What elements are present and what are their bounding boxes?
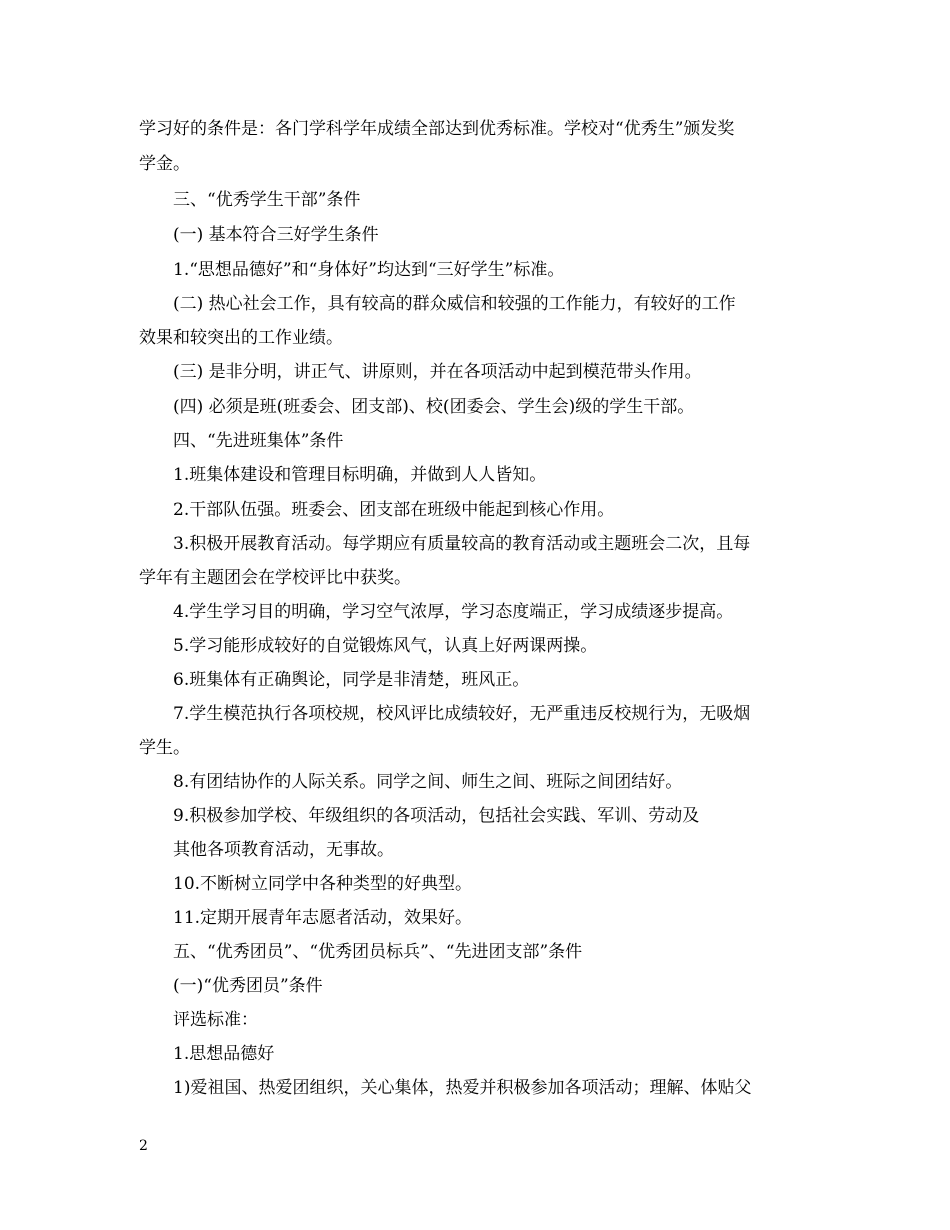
text-line: 10.不断树立同学中各种类型的好典型。: [173, 874, 473, 894]
section-heading: 四、“先进班集体”条件: [173, 431, 344, 451]
page-number: 2: [139, 1138, 148, 1154]
text-line: 1.“思想品德好”和“身体好”均达到“三好学生”标准。: [173, 260, 565, 280]
text-line: 学金。: [139, 154, 190, 174]
text-line: 评选标准：: [173, 1010, 258, 1030]
text-line: 学年有主题团会在学校评比中获奖。: [139, 568, 411, 588]
text-line: 学生。: [139, 738, 190, 758]
text-line: (三) 是非分明，讲正气、讲原则，并在各项活动中起到模范带头作用。: [173, 362, 702, 382]
text-line: 11.定期开展青年志愿者活动，效果好。: [173, 908, 473, 928]
text-line: 效果和较突出的工作业绩。: [139, 328, 343, 348]
text-line: 其他各项教育活动，无事故。: [173, 840, 394, 860]
text-line: 4.学生学习目的明确，学习空气浓厚，学习态度端正，学习成绩逐步提高。: [173, 602, 734, 622]
text-line: 学习好的条件是：各门学科学年成绩全部达到优秀标准。学校对“优秀生”颁发奖: [139, 119, 735, 139]
text-line: 7.学生模范执行各项校规，校风评比成绩较好，无严重违反校规行为，无吸烟: [173, 704, 751, 724]
text-line: 1.班集体建设和管理目标明确，并做到人人皆知。: [173, 465, 547, 485]
text-line: 1.思想品德好: [173, 1044, 275, 1064]
text-line: 8.有团结协作的人际关系。同学之间、师生之间、班际之间团结好。: [173, 772, 683, 792]
text-line: 6.班集体有正确舆论，同学是非清楚，班风正。: [173, 670, 530, 690]
text-line: 3.积极开展教育活动。每学期应有质量较高的教育活动或主题班会二次，且每: [173, 534, 751, 554]
text-line: (二) 热心社会工作，具有较高的群众威信和较强的工作能力，有较好的工作: [173, 294, 736, 314]
text-line: 5.学习能形成较好的自觉锻炼风气，认真上好两课两操。: [173, 636, 598, 656]
subsection-heading: (一)“优秀团员”条件: [173, 976, 323, 996]
text-line: (一) 基本符合三好学生条件: [173, 225, 379, 245]
section-heading: 五、“优秀团员”、“优秀团员标兵”、“先进团支部”条件: [173, 942, 583, 962]
text-line: 1)爱祖国、热爱团组织，关心集体，热爱并积极参加各项活动；理解、体贴父: [173, 1078, 752, 1098]
text-line: 9.积极参加学校、年级组织的各项活动，包括社会实践、军训、劳动及: [173, 806, 700, 826]
text-line: (四) 必须是班(班委会、团支部)、校(团委会、学生会)级的学生干部。: [173, 397, 695, 417]
text-line: 2.干部队伍强。班委会、团支部在班级中能起到核心作用。: [173, 500, 615, 520]
section-heading: 三、“优秀学生干部”条件: [173, 190, 361, 210]
